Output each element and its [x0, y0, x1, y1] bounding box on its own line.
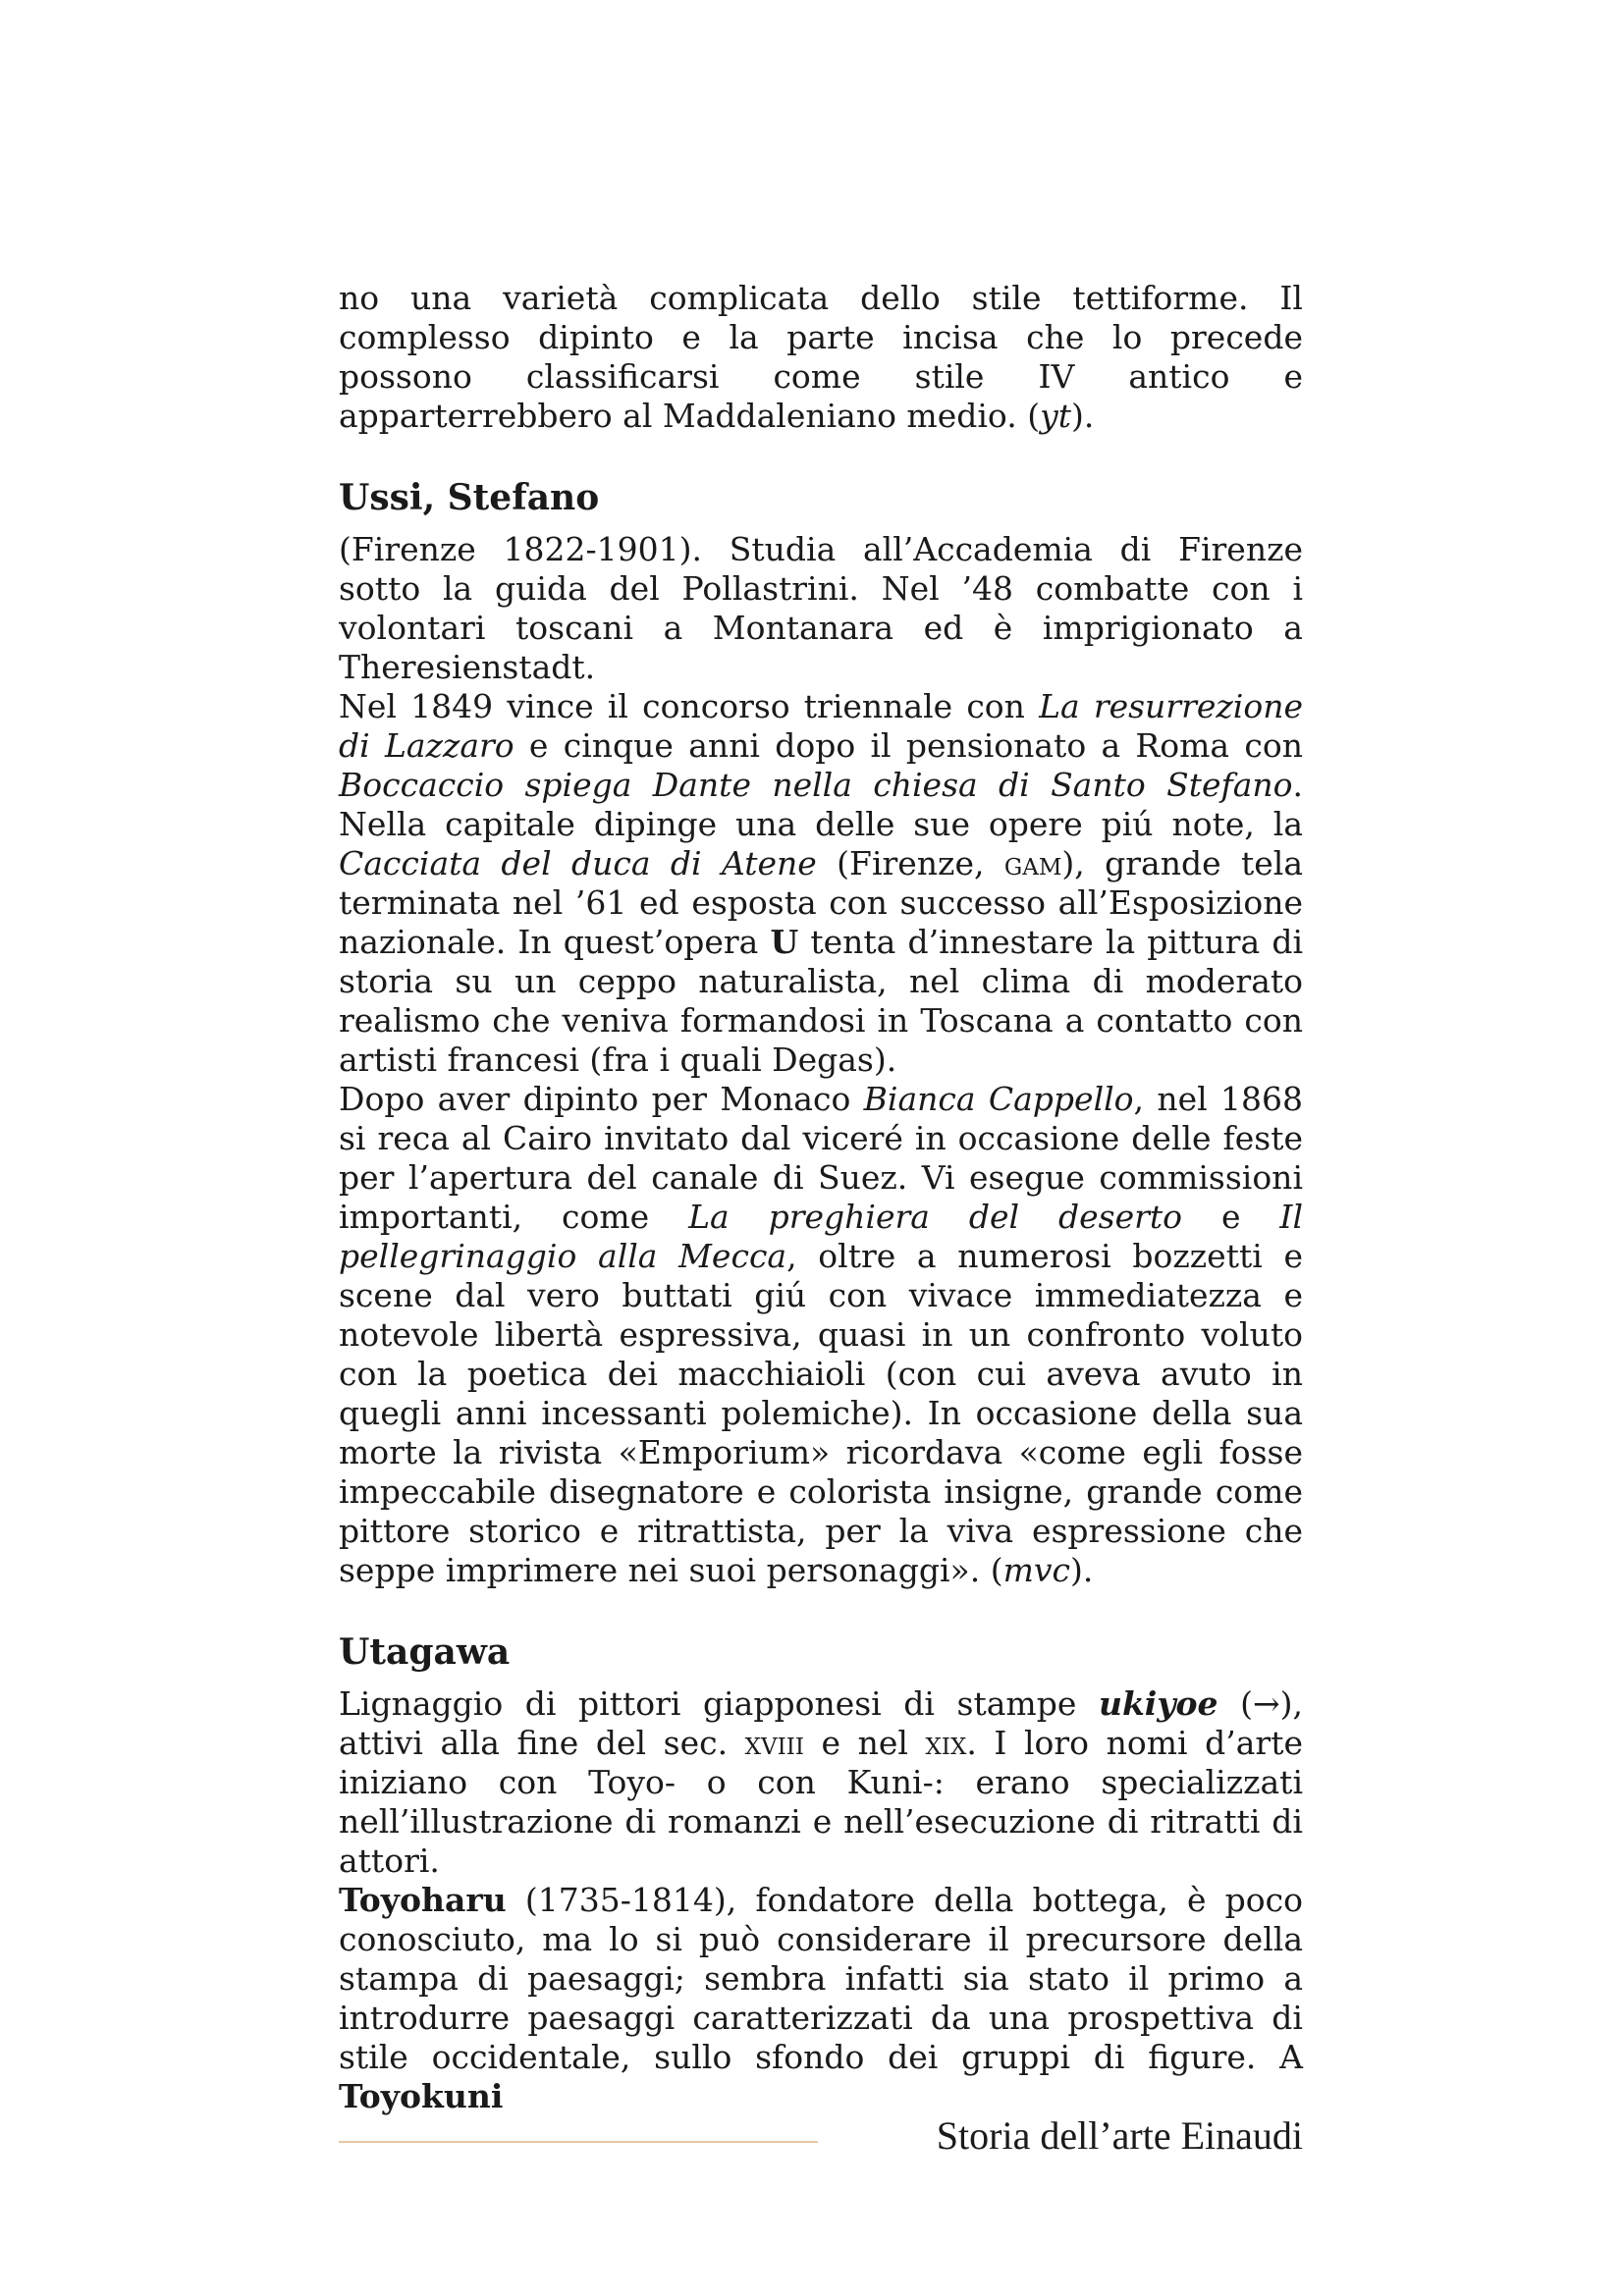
text-run: ), grande tela terminata nel ’61 ed esposta con successo all’Esposizione nazionale. In quest’opera — [339, 844, 1303, 961]
text-run: (1735-1814), fondatore della bottega, è poco conosciuto, ma lo si può considerare il precursore della stampa di paesaggi; sembra infatti sia stato il primo a introdurre paesaggi caratterizzati da una prospettiva di stile occidentale, sullo sfondo dei gruppi di figure. A — [339, 1881, 1303, 2076]
text-run: , oltre a numerosi bozzetti e scene dal vero buttati giú con vivace immediatezza e notevole libertà espressiva, quasi in un confronto voluto con la poetica dei macchiaioli (con cui aveva avuto in quegli anni incessanti polemiche). In occasione della sua morte la rivista «Emporium» ricordava «come egli fosse impeccabile disegnatore e colorista insigne, grande come pittore storico e ritrattista, per la viva espressione che seppe imprimere nei suoi personaggi». ( — [339, 1237, 1303, 1589]
bold-italic-term: ukiyoe — [1098, 1684, 1218, 1723]
text-run: tenta d’innestare la pittura di storia su un ceppo naturalista, nel clima di moderato realismo che veniva formandosi in Toscana a contatto con artisti francesi (fra i quali Degas). — [339, 923, 1303, 1079]
footer-divider — [339, 2141, 818, 2143]
entry-heading: Utagawa — [339, 1631, 511, 1673]
text-run: ). — [1070, 1551, 1094, 1589]
italic-title: yt — [1040, 397, 1071, 435]
italic-title: Bianca Cappello — [863, 1080, 1134, 1118]
text-run: e cinque anni dopo il pensionato a Roma con — [514, 726, 1303, 765]
italic-title: Cacciata del duca di Atene — [339, 844, 817, 882]
text-run: e — [1182, 1198, 1280, 1236]
entry-paragraph — [339, 1080, 1303, 1590]
bold-term: Toyoharu — [339, 1881, 507, 1919]
italic-title: Il pellegrinaggio alla Mecca — [339, 1198, 1303, 1275]
text-run: Nel 1849 vince il concorso triennale con — [339, 687, 1040, 725]
small-caps-text: gam — [1003, 844, 1062, 882]
bold-term: Toyokuni — [339, 2077, 504, 2115]
italic-title: mvc — [1002, 1551, 1071, 1589]
footer-title: Storia dell’arte Einaudi — [936, 2113, 1303, 2158]
text-run: ). — [1070, 397, 1095, 435]
italic-title: La preghiera del deserto — [688, 1198, 1183, 1236]
page-body — [339, 279, 1303, 2116]
text-run: (Firenze 1822-1901). Studia all’Accademia di Firenze sotto la guida del Pollastrini. Nel ’48 combatte con i volontari toscani a Montanara ed è imprigionato a Theresienstadt. — [339, 530, 1303, 686]
text-run: e nel — [803, 1724, 926, 1762]
text-run: Lignaggio di pittori giapponesi di stampe — [339, 1684, 1099, 1723]
bold-term — [1099, 1684, 1218, 1723]
entry-heading: Ussi, Stefano — [339, 477, 600, 518]
bold-term: U — [770, 923, 799, 961]
text-run: Dopo aver dipinto per Monaco — [339, 1080, 864, 1118]
entry-paragraph — [339, 1684, 1303, 1881]
italic-title: Boccaccio spiega Dante nella chiesa di Santo Stefano — [339, 766, 1293, 804]
entry-paragraph — [339, 530, 1303, 687]
text-run: (Firenze, — [816, 844, 1004, 882]
small-caps-text: xviii — [744, 1724, 804, 1762]
text-run: (→), attivi alla fine del sec. — [339, 1684, 1303, 1762]
italic-title: La resurrezione di Lazzaro — [339, 687, 1303, 765]
text-run: . Nella capitale dipinge una delle sue opere piú note, la — [339, 766, 1303, 843]
entry-paragraph — [339, 1881, 1303, 2116]
text-run: , nel 1868 si reca al Cairo invitato dal viceré in occasione delle feste per l’apertura del canale di Suez. Vi esegue commissioni importanti, come — [339, 1080, 1303, 1236]
text-run: . I loro nomi d’arte iniziano con Toyo- o con Kuni-: erano specializzati nell’illustrazione di romanzi e nell’esecuzione di ritratti di attori. — [339, 1724, 1303, 1880]
text-run: no una varietà complicata dello stile tettiforme. Il complesso dipinto e la parte incisa che lo precede possono classificarsi come stile IV antico e apparterrebbero al Maddaleniano medio. ( — [339, 279, 1303, 435]
small-caps-text: xix — [925, 1724, 967, 1762]
entry-paragraph — [339, 279, 1303, 436]
entry-paragraph — [339, 687, 1303, 1080]
